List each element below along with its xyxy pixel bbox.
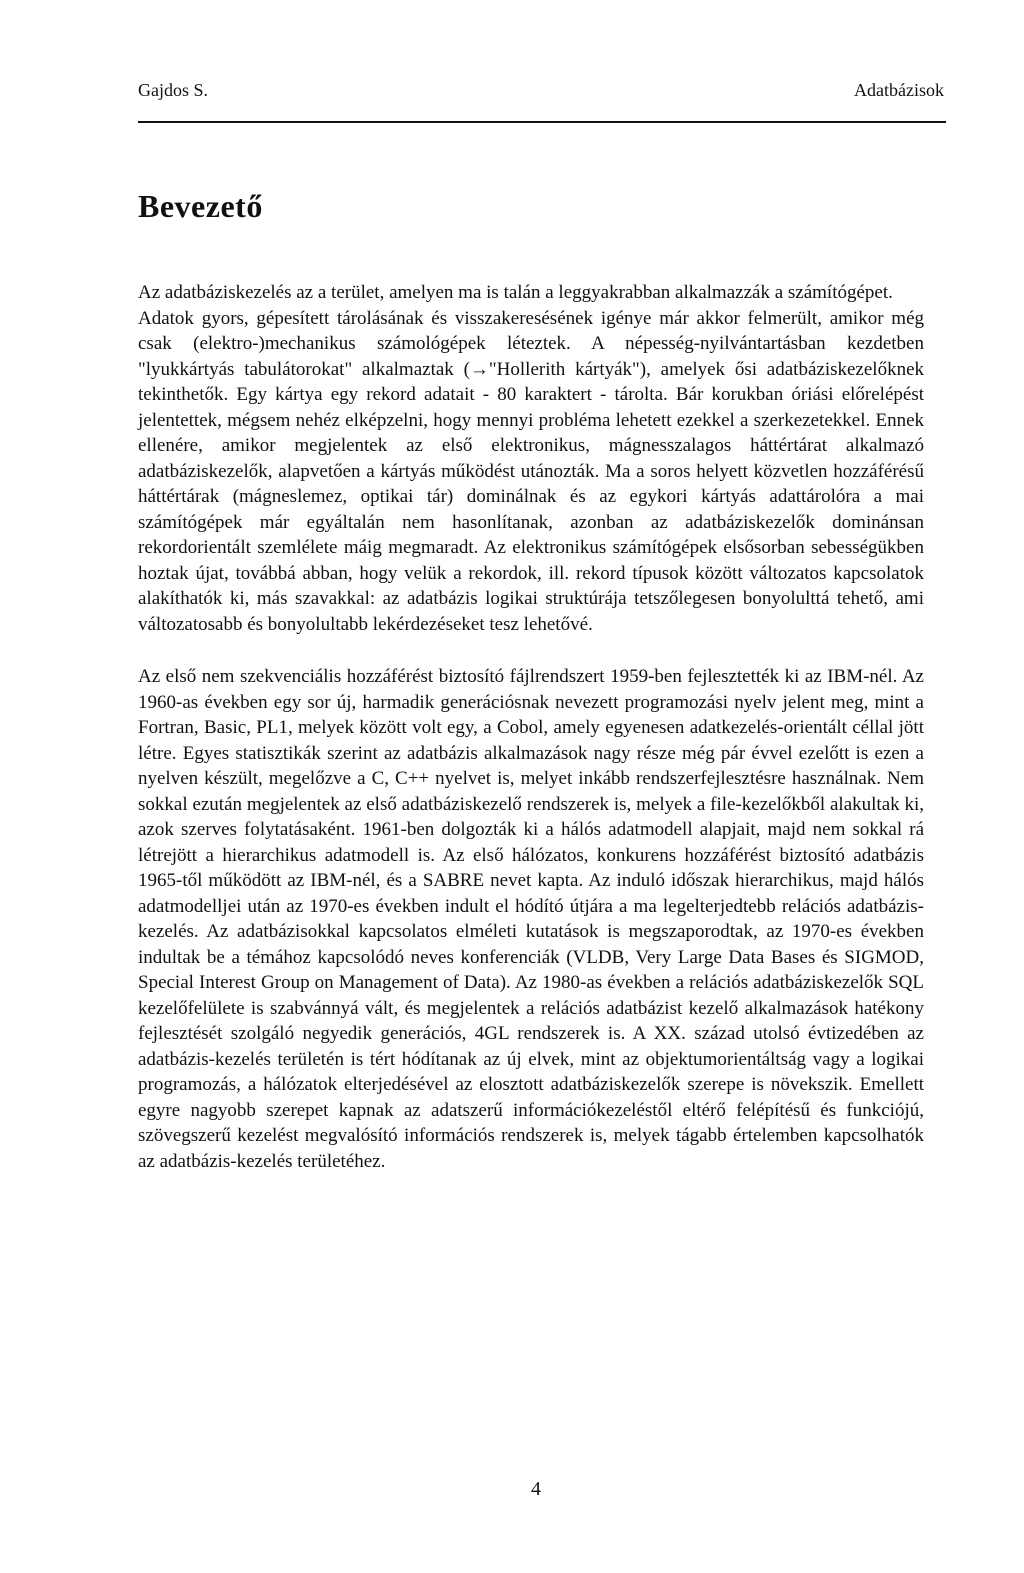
paragraph-development: Az első nem szekvenciális hozzáférést biztosító fájlrendszert 1959-ben fejlesztették ki az IBM-nél. Az 1960-as években egy sor új, harmadik generációsnak nevezett programozási nyelv jelent meg, mint a Fortran, Basic, PL1, melyek között volt egy, a Cobol, amely egyenesen adatkezelés-orientált céllal jött létre. Egyes statisztikák szerint az adatbázis alkalmazások nagy része még pár évvel ezelőtt is ezen a nyelven készült, megelőzve a C, C++ nyelvet is, melyet inkább rendszerfejlesztésre használnak. Nem sokkal ezután megjelentek az első adatbáziskezelő rendszerek is, melyek a file-kezelőkből alakultak ki, azok szerves folytatásaként. 1961-ben dolgozták ki a hálós adatmodell alapjait, majd nem sokkal rá létrejött a hierarchikus adatmodell is. Az első hálózatos, konkurens hozzáférést biztosító adatbázis 1965-től működött az IBM-nél, és a SABRE nevet kapta. Az induló időszak hierarchikus, majd hálós adatmodelljei után az 1970-es években indult el hódító útjára a ma legelterjedtebb relációs adatbázis-kezelés. Az adatbázisokkal kapcsolatos elméleti kutatások is megszaporodtak, az 1970-es években indultak be a témához kapcsolódó neves konferenciák (VLDB, Very Large Data Bases és SIGMOD, Special Interest Group on Management of Data). Az 1980-as években a relációs adatbáziskezelők SQL kezelőfelülete is szabvánnyá vált, és megjelentek a relációs adatbázist kezelő alkalmazások hatékony fejlesztését szolgáló negyedik generációs, 4GL rendszerek is. A XX. század utolsó évtizedében az adatbázis-kezelés területén is tért hódítanak az új elvek, mint az objektumorientáltság vagy a logikai programozás, a hálózatok elterjedésével az elosztott adatbáziskezelők szerepe is növekszik. Emellett egyre nagyobb szerepet kapnak az adatszerű információkezeléstől eltérő felépítésű és funkciójú, szövegszerű kezelést megvalósító információs rendszerek is, melyek tágabb értelemben kapcsolhatók az adatbázis-kezelés területéhez. — [138, 666, 924, 1172]
section-title: Bevezető — [138, 188, 263, 224]
header-author: Gajdos S. — [138, 80, 209, 100]
paragraph-gap — [138, 637, 924, 664]
header-divider — [138, 121, 946, 123]
paragraph-intro: Az adatbáziskezelés az a terület, amelyen ma is talán a leggyakrabban alkalmazzák a számítógépet. — [138, 282, 893, 303]
page-number: 4 — [531, 1478, 541, 1500]
header-subject: Adatbázisok — [854, 80, 944, 100]
body-text — [138, 280, 924, 1174]
paragraph-history: Adatok gyors, gépesített tárolásának és visszakeresésének igénye már akkor felmerült, amikor még csak (elektro-)mechanikus számológépek léteztek. A népesség-nyilvántartásban kezdetben "lyukkártyás tabulátorokat" alkalmaztak (→"Hollerith kártyák"), amelyek ősi adatbáziskezelőknek tekinthetők. Egy kártya egy rekord adatait - 80 karaktert - tárolta. Bár korukban óriási előrelépést jelentettek, mégsem nehéz elképzelni, hogy mennyi probléma lehetett ezekkel a szerkezetekkel. Ennek ellenére, amikor megjelentek az első elektronikus, mágnesszalagos háttértárat alkalmazó adatbáziskezelők, alapvetően a kártyás működést utánozták. Ma a soros helyett közvetlen hozzáférésű háttértárak (mágneslemez, optikai tár) dominálnak és az egykori kártyás adattárolóra a mai számítógépek már egyáltalán nem hasonlítanak, azonban az adatbáziskezelők dominánsan rekordorientált szemlélete máig megmaradt. Az elektronikus számítógépek elsősorban sebességükben hoztak újat, továbbá abban, hogy velük a rekordok, ill. rekord típusok között változatos kapcsolatok alakíthatók ki, más szavakkal: az adatbázis logikai struktúrája tetszőlegesen bonyolulttá tehető, ami változatosabb és bonyolultabb lekérdezéseket tesz lehetővé. — [138, 307, 924, 635]
page-header — [138, 80, 944, 110]
